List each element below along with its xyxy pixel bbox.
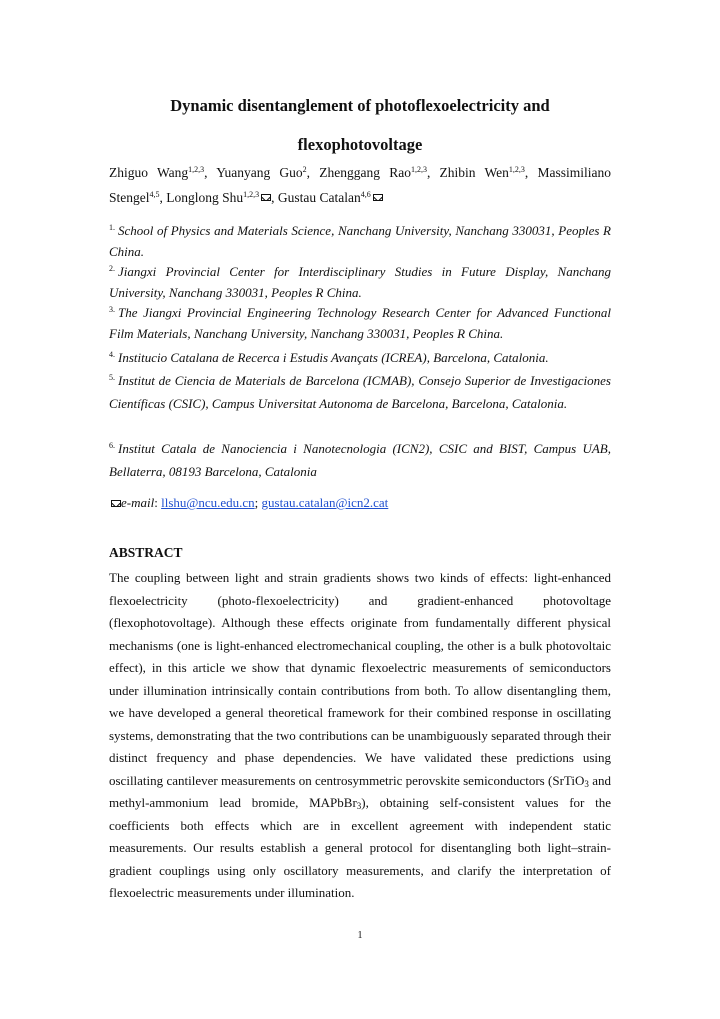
author: Zhibin Wen$^{1,2,3}$,: [439, 165, 538, 180]
envelope-icon: [261, 194, 271, 201]
affiliation-6: $^{6.}$ Institut Catala de Nanociencia i Nanotecnologia (ICN2), CSIC and BIST, Campus UAB, Bellaterra, 08193 Barcelona, Catalonia: [109, 441, 611, 479]
affiliation-3: $^{3.}$ The Jiangxi Provincial Engineering Technology Research Center for Advanced Functional Film Materials, Nanchang University, Nanchang 330031, Peoples R China.: [109, 305, 611, 341]
author-list: [109, 160, 611, 210]
author: Longlong Shu$^{1,2,3}$ ,: [166, 190, 278, 205]
envelope-icon: [373, 194, 383, 201]
author: Gustau Catalan$^{4,6}$: [278, 190, 383, 205]
paper-title-line-2: flexophotovoltage: [297, 135, 423, 154]
author: Zhiguo Wang$^{1,2,3}$,: [109, 165, 217, 180]
author: Yuanyang Guo$^2$,: [216, 165, 320, 180]
email-link-catalan[interactable]: gustau.catalan@icn2.cat: [261, 495, 389, 510]
abstract-heading: ABSTRACT: [109, 545, 183, 560]
email-link-llshu[interactable]: llshu@ncu.edu.cn: [161, 495, 255, 510]
abstract-body: The coupling between light and strain gradients shows two kinds of effects: light-enhanced flexoelectricity (photo-flexoelectricity) and gradient-enhanced photovoltage (flexophotovoltage). Although these effects originate from fundamentally different physical mechanisms (one is light-enhanced electromechanical coupling, the other is a bulk photovoltaic effect), in this article we show that dynamic flexoelectric measurements of semiconductors under illumination intrinsically contain contributions from both. To allow disentangling them, we have developed a general theoretical framework for their combined response in oscillating systems, demonstrating that the two contributions can be unambiguously separated through their distinct frequency and phase dependencies. We have validated these predictions using oscillating cantilever measurements on centrosymmetric perovskite semiconductors (SrTiO$_3$ and methyl-ammonium lead bromide, MAPbBr$_3$), obtaining self-consistent values for the coefficients both effects which are in excellent agreement with independent static measurements. Our results establish a general protocol for disentangling both light–strain-gradient couplings using only oscillatory measurements, and clarify the interpretation of flexoelectric measurements under illumination.: [109, 570, 612, 900]
affiliation-2: $^{2.}$ Jiangxi Provincial Center for Interdisciplinary Studies in Future Display, Nanchang University, Nanchang 330031, Peoples R China.: [109, 264, 611, 300]
contact-email-line: e-mail: llshu@ncu.edu.cn; gustau.catalan@icn2.cat: [109, 492, 388, 513]
affiliation-5: $^{5.}$ Institut de Ciencia de Materials de Barcelona (ICMAB), Consejo Superior de Investigaciones Científicas (CSIC), Campus Universitat Autonoma de Barcelona, Barcelona, Catalonia.: [109, 373, 611, 411]
paper-title-line-1: Dynamic disentanglement of photoflexoelectricity and: [170, 96, 550, 115]
affiliation-1: $^{1.}$ School of Physics and Materials Science, Nanchang University, Nanchang 330031, Peoples R China.: [109, 223, 611, 259]
author: Massimiliano Stengel$^{4,5}$,: [109, 165, 612, 205]
email-label: e-mail: [121, 495, 155, 510]
envelope-icon: [111, 500, 121, 507]
page-number: 1: [357, 930, 363, 941]
author: Zhenggang Rao$^{1,2,3}$,: [319, 165, 440, 180]
affiliation-4: $^{4.}$ Institucio Catalana de Recerca i Estudis Avançats (ICREA), Barcelona, Catalonia.: [109, 350, 549, 365]
